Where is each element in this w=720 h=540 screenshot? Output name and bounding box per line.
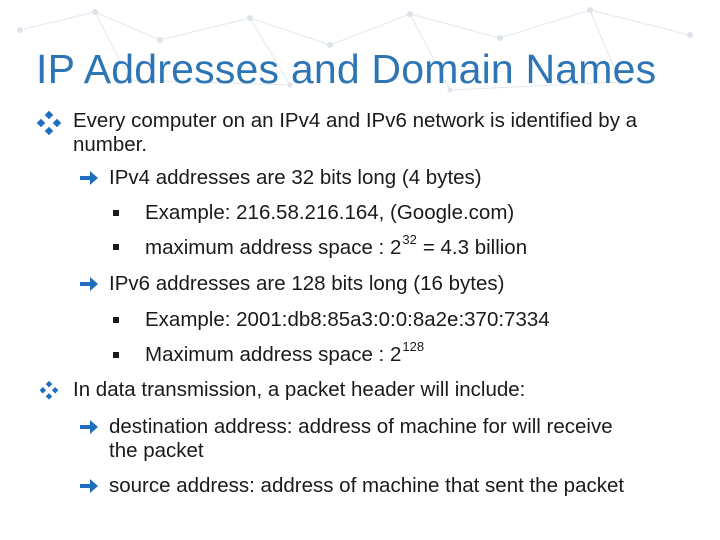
right-arrow-icon: [78, 418, 100, 436]
ipv6-description: IPv6 addresses are 128 bits long (16 bytes): [109, 272, 505, 295]
source-address: source address: address of machine that sent the packet: [109, 474, 625, 497]
square-bullet-icon: [113, 210, 119, 216]
right-arrow-icon: [78, 477, 100, 495]
ipv6-max-exponent: 128: [402, 339, 425, 354]
square-bullet-icon: [113, 352, 119, 358]
ipv6-max-space: [145, 339, 425, 369]
square-bullet-icon: [113, 317, 119, 323]
destination-address-line2: the packet: [109, 439, 204, 462]
diamond-checker-icon: [36, 111, 62, 137]
ipv4-example: Example: 216.58.216.164, (Google.com): [145, 201, 515, 224]
diamond-checker-icon: [39, 381, 59, 401]
ipv4-max-prefix: maximum address space : 2: [145, 236, 402, 259]
ipv4-max-suffix: = 4.3 billion: [422, 236, 528, 259]
ipv4-description: IPv4 addresses are 32 bits long (4 bytes): [109, 166, 482, 189]
ipv6-example: Example: 2001:db8:85a3:0:0:8a2e:370:7334: [145, 308, 550, 331]
ipv4-max-exponent: 32: [402, 232, 417, 247]
ipv4-max-space: [145, 232, 528, 262]
ipv6-max-prefix: Maximum address space : 2: [145, 343, 402, 366]
destination-address-line1: destination address: address of machine for will receive: [109, 415, 613, 438]
slide-title: IP Addresses and Domain Names: [36, 46, 657, 92]
bullet-packet-header: In data transmission, a packet header will include:: [73, 378, 526, 401]
bullet-computers-line2: number.: [73, 133, 148, 156]
right-arrow-icon: [78, 275, 100, 293]
bullet-computers-line1: Every computer on an IPv4 and IPv6 network is identified by a: [73, 109, 638, 132]
right-arrow-icon: [78, 169, 100, 187]
square-bullet-icon: [113, 244, 119, 250]
